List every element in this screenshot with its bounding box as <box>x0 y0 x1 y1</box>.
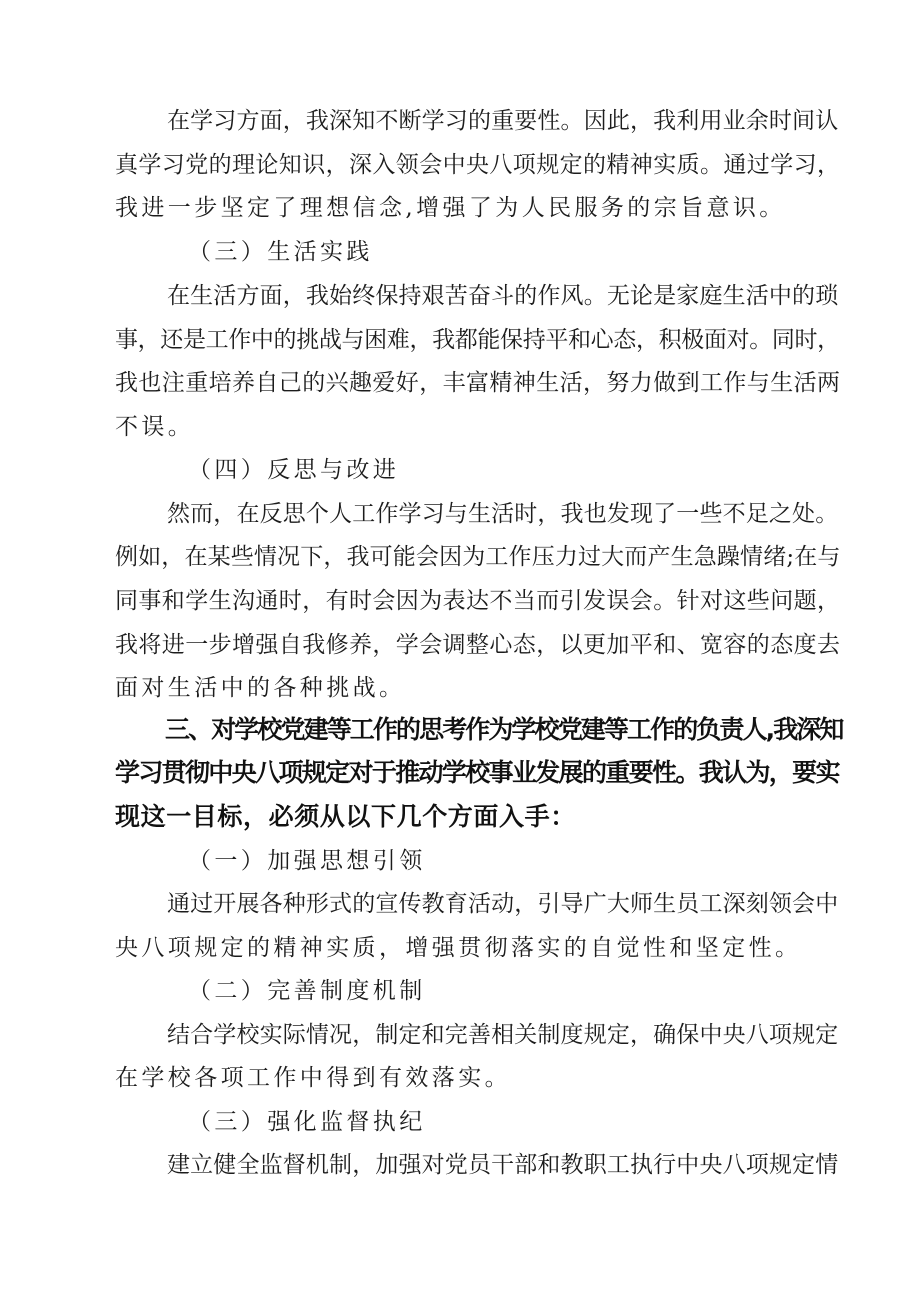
paragraph-system-line-1: 结合学校实际情况，制定和完善相关制度规定，确保中央八项规定 <box>167 1022 839 1048</box>
paragraph-reflection-line-4: 我将进一步增强自我修养，学会调整心态，以更加平和、宽容的态度去 <box>115 632 841 658</box>
paragraph-study-line-2: 真学习党的理论知识，深入领会中央八项规定的精神实质。通过学习， <box>115 152 841 178</box>
paragraph-study-line-1: 在学习方面，我深知不断学习的重要性。因此，我利用业余时间认 <box>167 108 839 134</box>
paragraph-thought-line-1: 通过开展各种形式的宣传教育活动，引导广大师生员工深刻领会中 <box>167 891 839 917</box>
heading-reflection: （四）反思与改进 <box>188 457 400 483</box>
paragraph-reflection-line-5: 面对生活中的各种挑战。 <box>115 675 406 701</box>
heading-strengthen-thought: （一）加强思想引领 <box>188 848 426 874</box>
paragraph-life-line-3: 我也注重培养自己的兴趣爱好，丰富精神生活，努力做到工作与生活两 <box>115 370 841 396</box>
paragraph-life-line-2: 事，还是工作中的挑战与困难，我都能保持平和心态，积极面对。同时， <box>115 327 840 353</box>
paragraph-reflection-line-3: 同事和学生沟通时，有时会因为表达不当而引发误会。针对这些问题， <box>115 588 841 614</box>
paragraph-life-line-4: 不误。 <box>115 414 195 440</box>
paragraph-reflection-line-1: 然而，在反思个人工作学习与生活时，我也发现了一些不足之处。 <box>167 501 839 527</box>
heading-improve-system: （二）完善制度机制 <box>188 978 426 1004</box>
section-three-heading-line-2: 学习贯彻中央八项规定对于推动学校事业发展的重要性。我认为，要实 <box>115 758 839 787</box>
heading-strengthen-supervision: （三）强化监督执纪 <box>188 1109 426 1135</box>
paragraph-reflection-line-2: 例如，在某些情况下，我可能会因为工作压力过大而产生急躁情绪;在与 <box>115 544 841 570</box>
heading-life-practice: （三）生活实践 <box>188 239 373 265</box>
paragraph-supervision-line-1: 建立健全监督机制，加强对党员干部和教职工执行中央八项规定情 <box>167 1152 839 1178</box>
paragraph-study-line-3: 我进一步坚定了理想信念,增强了为人民服务的宗旨意识。 <box>115 195 786 221</box>
paragraph-system-line-2: 在学校各项工作中得到有效落实。 <box>115 1065 511 1091</box>
paragraph-life-line-1: 在生活方面，我始终保持艰苦奋斗的作风。无论是家庭生活中的琐 <box>167 283 839 309</box>
section-three-heading-line-3: 现这一目标，必须从以下几个方面入手： <box>115 802 576 831</box>
section-three-heading-line-1: 三、对学校党建等工作的思考作为学校党建等工作的负责人,我深知 <box>165 715 843 744</box>
paragraph-thought-line-2: 央八项规定的精神实质，增强贯彻落实的自觉性和坚定性。 <box>115 935 802 961</box>
